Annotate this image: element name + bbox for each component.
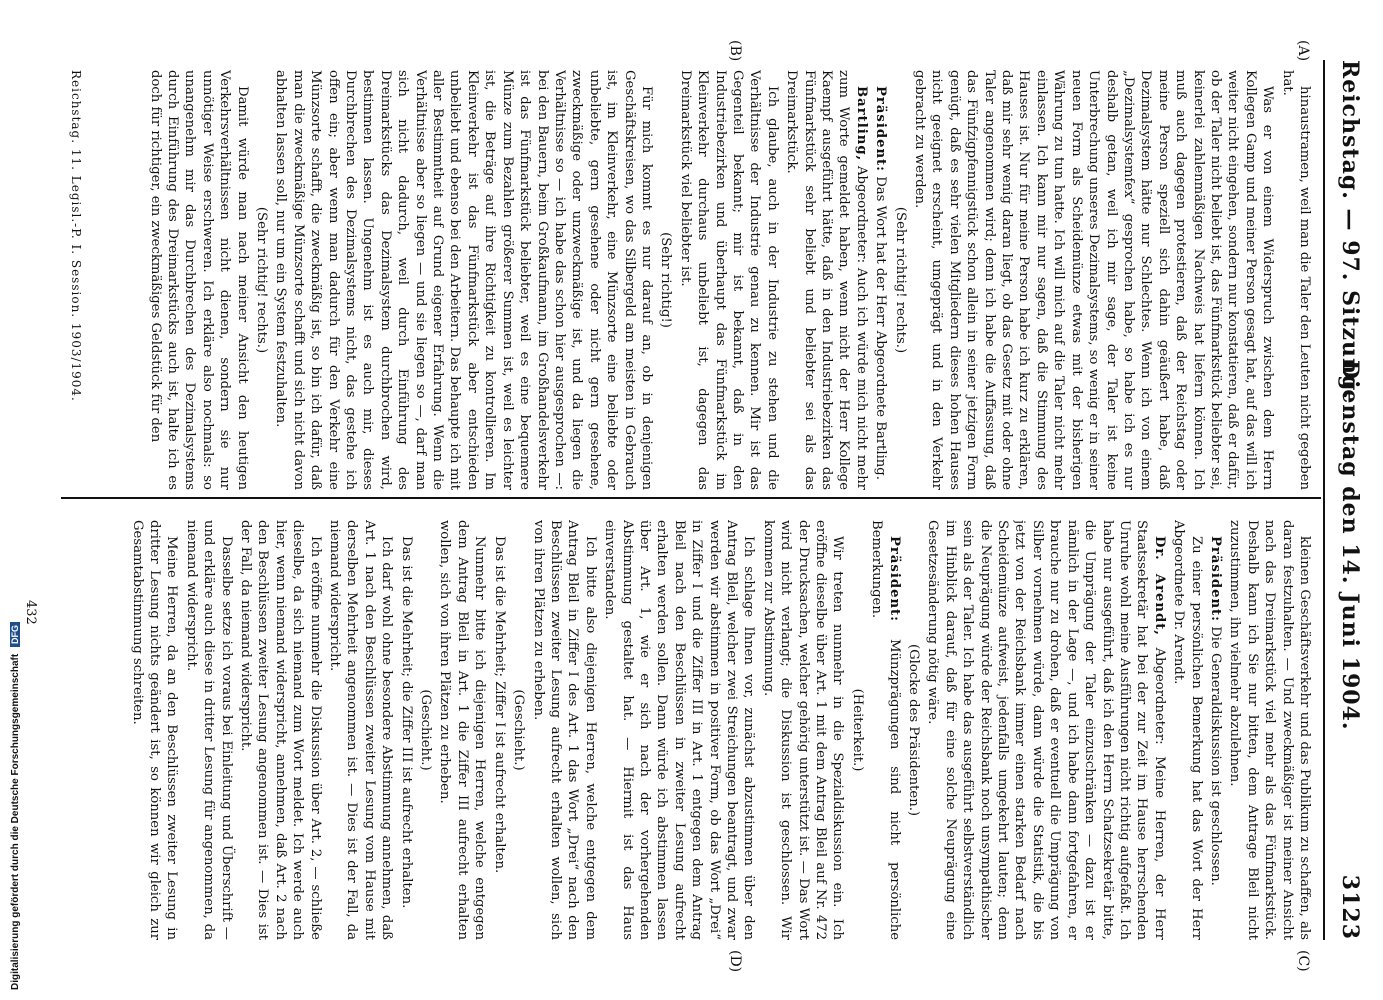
paragraph: Meine Herren, da an den Beschlüssen zweiter Lesung in dritter Lesung nichts geändert ist, so können wir gleich zur Gesamtabstimmung schreiten. — [129, 520, 180, 940]
paragraph: Wir treten nunmehr in die Spezialdiskussion ein. Ich eröffne dieselbe über Art. 1 mit dem Antrag Bleil auf Nr. 472 der Drucksachen, welcher gehörig unterstützt ist. — Das Wort wird nicht verlangt; die Diskussion ist geschlossen. Wir kommen zur Abstimmung. — [760, 520, 846, 940]
paragraph: Damit würde man nach meiner Ansicht den heutigen Verkehrsverhältnissen nicht dienen, sondern sie nur unnötiger Weise erschweren. Ich erkläre also nochmals: so unangenehm mir das Durchbrechen des Dezimalsystems durch Einführung des Dreimarkstücks auch ist, halte ich es doch für richtiger, ein zweckmäßiges Geldstück für den — [147, 70, 250, 490]
speaker-name: Präsident: — [886, 536, 902, 623]
paragraph: Was er von einem Widerspruch zwischen dem Herrn Kollegen Gamp und meiner Person gesagt hat, auf das will ich weiter nicht eingehen, sondern nur konstatieren, daß er dafür, ob der Taler nicht beliebt ist, das Fünfmarkstück beliebter sei, keinerlei zahlenmäßigen Nachweis hat liefern können. Ich muß auch dagegen protestieren, daß der Reichstag oder meine Person speziell sich dahin geäußert habe, daß Dezimalsystem hätte nur Schlechtes. Wenn ich von einem „Dezimalsystemfex“ gesprochen habe, so habe ich es nur deshalb getan, weil ich mir sage, der Taler ist keine Unterbrechung unseres Dezimalsystems, so wenig er in seiner neuen Form als Scheidemünze etwas mit der bisherigen Währung zu tun hatte. Ich will mich auf die Taler nicht mehr einlassen. Ich kann mir nur sagen, daß die Stimmung des Hauses ist. Nur für meine Person habe ich kurz zu erklären, daß mir sehr wenig daran liegt, ob das Gesetz mit oder ohne Taler angenommen wird; denn ich habe die Auffassung, daß das Fünfzigpfennigstück schon allein in seiner jetzigen Form genügt, daß es sehr vielen Mitgliedern dieses hohen Hauses nicht geeignet erscheint, umgeprägt und in den Verkehr gebracht zu werden. — [912, 70, 1276, 490]
paragraph: Dasselbe setze ich voraus bei Einleitung und Überschrift — und erkläre auch diese in dritter Lesung für angenommen, da niemand widerspricht. — [183, 520, 234, 940]
stage-direction: (Heiterkeit.) — [849, 688, 865, 772]
stage-direction: (Glocke des Präsidenten.) — [906, 643, 922, 817]
page-header — [1331, 60, 1371, 940]
paragraph: Zu einer persönlichen Bemerkung hat das Wort der Herr Abgeordnete Dr. Arendt. — [1171, 520, 1204, 940]
paragraph: Ich darf wohl ohne besondere Abstimmung annehmen, daß Art. 1 nach den Beschlüssen zweiter Lesung vom Hause mit derselben Mehrheit angenommen ist. — Dies ist der Fall, da niemand widerspricht. — [327, 520, 395, 940]
speech-text: Münzprägungen sind nicht persönliche Bemerkungen. — [869, 520, 902, 940]
footer-citation: Reichstag. 11. Legisl.-P. I. Session. 1903/1904. — [69, 70, 83, 402]
paragraph: Das ist die Mehrheit; Ziffer I ist aufrecht erhalten. — [491, 536, 507, 874]
credit-text: Digitalisierung gefördert durch die Deutsche Forschungsgemeinschaft — [10, 653, 21, 990]
paragraph: Ich eröffne nunmehr die Diskussion über Art. 2, — schließe dieselbe, da sich niemand zum Wort meldet. Ich werde auch hier, wenn niemand widerspricht, annehmen, daß Art. 2 nach den Beschlüssen zweiter Lesung angenommen ist. — Dies ist der Fall, da niemand widerspricht. — [238, 520, 323, 940]
speech-paragraph — [783, 70, 870, 490]
dfg-logo: DFG — [10, 622, 20, 647]
speech-paragraph — [868, 520, 903, 940]
speech-text: Abgeordneter: Auch ich würde mich nicht mehr zum Worte gemeldet haben, wenn nicht der Herr Kollege Kaempf ausgeführt hätte, daß in den Industriebezirken das Fünfmarkstück sehr beliebt und beliebter sei als das Dreimarkstück. — [784, 70, 869, 490]
speech-text: Das Wort hat der Herr Abgeordnete Bartling. — [873, 176, 889, 480]
stage-direction: (Sehr richtig! rechts.) — [892, 206, 908, 354]
header-rule — [1323, 60, 1325, 940]
speech-text: Abgeordneter: Meine Herren, der Herr Staatssekretär hat bei der zur Zeit im Hause herrschenden Unruhe wohl meine Ausführungen nicht richtig aufgefaßt. Ich habe nur ausgeführt, daß ich den Herrn Schatzsekretär bitte, die Umprägung der Taler einzuschränken — dazu ist er nämlich in der Lage —, und ich habe dann fortgefahren, er brauche nur zu drohen, daß er eventuell die Umprägung von Silber vornehmen würde, dann würde die Statistik, die bis jetzt von der Reichsbank immer einen starken Bedarf nach Scheidemünze aufweist, jedenfalls umgekehrt lauten; denn die Neuprägung würde der Reichsbank noch unsympathischer sein als der Taler. Ich habe das ausgeführt selbstverständlich im Hinblick darauf, daß für eine solche Neuprägung eine Gesetzesänderung nötig wäre. — [925, 520, 1167, 940]
paragraph: Ich glaube, auch in der Industrie zu stehen und die Verhältnisse der Industrie genau zu kennen. Mir ist das Gegenteil bekannt; mir ist bekannt, daß in den Industriebezirken und überhaupt das Fünfmarkstück im Kleinverkehr durchaus unbeliebt ist, dagegen das Dreimarkstück viel beliebter ist. — [677, 70, 780, 490]
header-page-number: 3123 — [1337, 874, 1363, 940]
margin-mark-b: (B) — [727, 40, 743, 62]
paragraph: hinaustramen, weil man die Taler den Leuten nicht gegeben hat. — [1279, 70, 1312, 490]
speech-paragraph — [924, 520, 1168, 940]
left-column — [83, 70, 1313, 490]
header-center: Dienstag den 14. Juni 1904. — [1337, 360, 1363, 731]
speech-text: Die Generaldiskussion ist geschlossen. — [1207, 626, 1223, 886]
stage-direction: (Sehr richtig! rechts.) — [254, 206, 270, 354]
speech-paragraph — [872, 70, 889, 490]
speaker-name: Präsident: — [873, 86, 889, 173]
paragraph: Nunmehr bitte ich diejenigen Herren, welche entgegen dem Antrag Bleil in Art. 1 die Ziffer III aufrecht erhalten wollen, sich von ihren Plätzen zu erheben. — [437, 520, 488, 940]
paragraph: Das ist die Mehrheit; die Ziffer III ist aufrecht erhalten. — [398, 536, 414, 909]
stage-direction: (Geschieht.) — [418, 689, 434, 771]
stage-direction: (Geschieht.) — [511, 689, 527, 771]
speaker-name: Präsident: — [1207, 536, 1223, 623]
column-divider — [61, 497, 1321, 499]
margin-mark-d: (D) — [727, 950, 743, 973]
speaker-name: Dr. Arendt, — [1151, 536, 1167, 636]
speaker-name: Bartling, — [853, 86, 869, 162]
stage-direction: (Sehr richtig!) — [658, 232, 674, 328]
header-left: Reichstag. — 97. Sitzung. — [1337, 60, 1363, 401]
right-column — [83, 520, 1313, 940]
margin-mark-c: (C) — [1295, 950, 1311, 972]
paragraph: Für mich kommt es nur darauf an, ob in denjenigen Geschäftskreisen, wo das Silbergeld am meisten in Gebrauch ist, im Kleinverkehr, eine Münzsorte eine beliebte oder unbeliebte, gern gesehene oder nicht gern gesehene, zweckmäßige oder unzweckmäßige ist, und da liegen die Verhältnisse so — ich habe das schon hier ausgesprochen —: bei den Bauern, beim Großkaufmann, im Großhandelsverkehr ist das Fünfmarkstück beliebter, weil es eine bequemere Münze zum Bezahlen größerer Summen ist, weil es leichter ist, die Beträge auf ihre Richtigkeit zu kontrollieren. Im Kleinverkehr ist das Fünfmarkstück aber entschieden unbeliebt und ebenso bei den Arbeitern. Das behaupte ich mit aller Bestimmtheit auf Grund eigener Erfahrung. Wenn die Verhältnisse aber so liegen — und sie liegen so —, darf man sich nicht dadurch, weil durch Einführung des Dreimarkstücks das Dezimalsystem durchbrochen wird, bestimmen lassen. Ungenehm ist es auch mir, dieses Durchbrechen des Dezimalsystems nicht, das gestehe ich offen ein; aber wenn man dadurch für den Verkehr eine Münzsorte schafft, die zweckmäßig ist, so bin ich dafür, daß man die zweckmäßige Münzsorte schafft und sich nicht davon abhalten lassen soll, nur um ein System festzuhalten. — [273, 70, 654, 490]
speech-paragraph — [1207, 520, 1224, 940]
bottom-page-number: 432 — [23, 600, 38, 625]
paragraph: Ich bitte also diejenigen Herren, welche entgegen dem Antrag Bleil in Ziffer I des Art. 1 das Wort „Drei“ nach den Beschlüssen zweiter Lesung aufrecht erhalten wollen, sich von ihren Plätzen zu erheben. — [530, 520, 598, 940]
margin-mark-a: (A) — [1295, 40, 1311, 62]
paragraph: Ich schlage Ihnen vor, zunächst abzustimmen über den Antrag Bleil, welcher zwei Streichungen beantragt, und zwar werden wir abstimmen in positiver Form, ob das Wort „Drei“ in Ziffer I und die Ziffer III in Art. 1 entgegen dem Antrag Bleil nach den Beschlüssen in zweiter Lesung aufrecht erhalten werden sollen. Dann würde ich abstimmen lassen über Art. 1, wie er sich nach der vorhergehenden Abstimmung gestaltet hat. — Hiermit ist das Haus einverstanden. — [602, 520, 757, 940]
paragraph: kleinen Geschäftsverkehr und das Publikum zu schaffen, als daran festzuhalten. — Und zweckmäßiger ist meiner Ansicht nach das Dreimarkstück viel mehr als das Fünfmarkstück. Deshalb kann ich Sie nur bitten, dem Antrage Bleil nicht zuzustimmen, ihn vielmehr abzulehnen. — [1227, 520, 1312, 940]
